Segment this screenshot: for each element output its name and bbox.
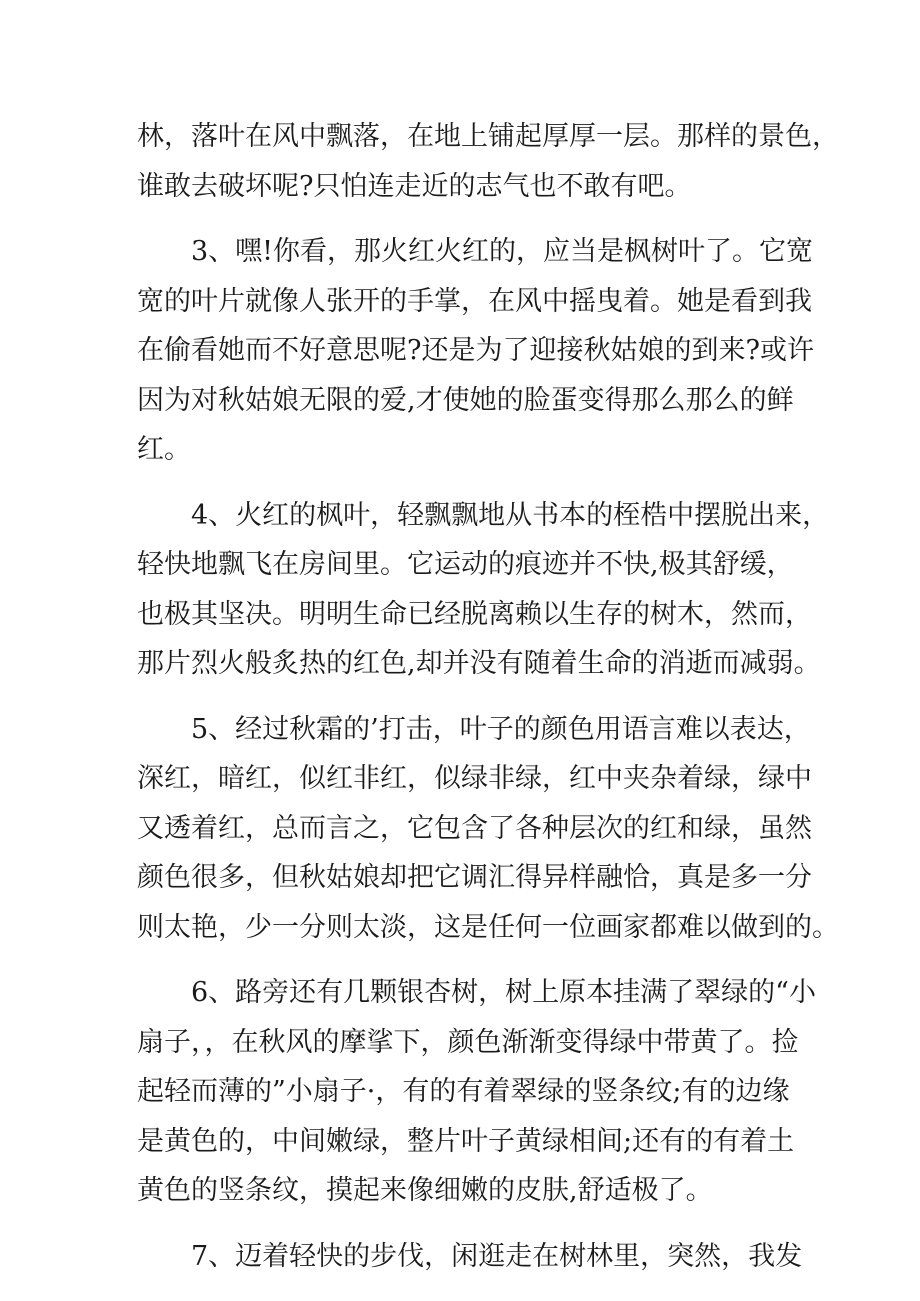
text-line: 是黄色的，中间嫩绿，整片叶子黄绿相间;还有的有着土 — [137, 1125, 795, 1157]
paragraph-5 — [137, 705, 839, 953]
text-line: 宽的叶片就像人张开的手掌，在风中摇曳着。她是看到我 — [137, 285, 812, 317]
body-text — [137, 112, 839, 1297]
text-line: 则太艳，少一分则太淡，这是任何一位画家都难以做到的。 — [137, 911, 839, 943]
text-line: 也极其坚决。明明生命已经脱离赖以生存的树木，然而， — [137, 598, 812, 630]
text-line: 轻快地飘飞在房间里。它运动的痕迹并不快,极其舒缓， — [137, 549, 794, 580]
text-line: 3、嘿!你看，那火红火红的，应当是枫树叶了。它宽 — [191, 236, 814, 267]
text-line: 起轻而薄的”小扇子·，有的有着翠绿的竖条纹;有的边缘 — [137, 1076, 790, 1107]
paragraph-3 — [137, 227, 814, 475]
text-line: 6、路旁还有几颗银杏树，树上原本挂满了翠绿的“小 — [191, 977, 816, 1008]
paragraph-4 — [137, 491, 830, 689]
text-line: 7、迈着轻快的步伐，闲逛走在树林里，突然，我发 — [191, 1240, 803, 1272]
text-line: 在偷看她而不好意思呢?还是为了迎接秋姑娘的到来?或许 — [137, 335, 814, 366]
paragraph-6 — [137, 968, 816, 1216]
text-line: 黄色的竖条纹，摸起来像细嫩的皮肤,舒适极了。 — [137, 1175, 713, 1206]
text-line: 又透着红，总而言之，它包含了各种层次的红和绿，虽然 — [137, 812, 812, 844]
text-line: 红。 — [137, 434, 191, 465]
paragraph-7 — [137, 1232, 803, 1282]
paragraph — [137, 112, 839, 211]
text-line: 因为对秋姑娘无限的爱,才使她的脸蛋变得那么那么的鲜 — [137, 384, 794, 416]
text-line: 谁敢去破坏呢?只怕连走近的志气也不敢有吧。 — [137, 170, 692, 202]
text-line: 4、火红的枫叶，轻飘飘地从书本的桎梏中摆脱出来， — [191, 499, 830, 531]
text-line: 颜色很多，但秋姑娘却把它调汇得异样融恰，真是多一分 — [137, 862, 812, 893]
text-line: 5、经过秋霜的’打击，叶子的颜色用语言难以表达， — [191, 713, 811, 745]
text-line: 扇子，，在秋风的摩挲下，颜色渐渐变得绿中带黄了。捡 — [137, 1026, 799, 1058]
text-line: 深红，暗红，似红非红，似绿非绿，红中夹杂着绿，绿中 — [137, 763, 812, 794]
text-line: 林，落叶在风中飘落，在地上铺起厚厚一层。那样的景色， — [137, 121, 839, 152]
text-line: 那片烈火般炙热的红色,却并没有随着生命的消逝而减弱。 — [137, 648, 821, 679]
